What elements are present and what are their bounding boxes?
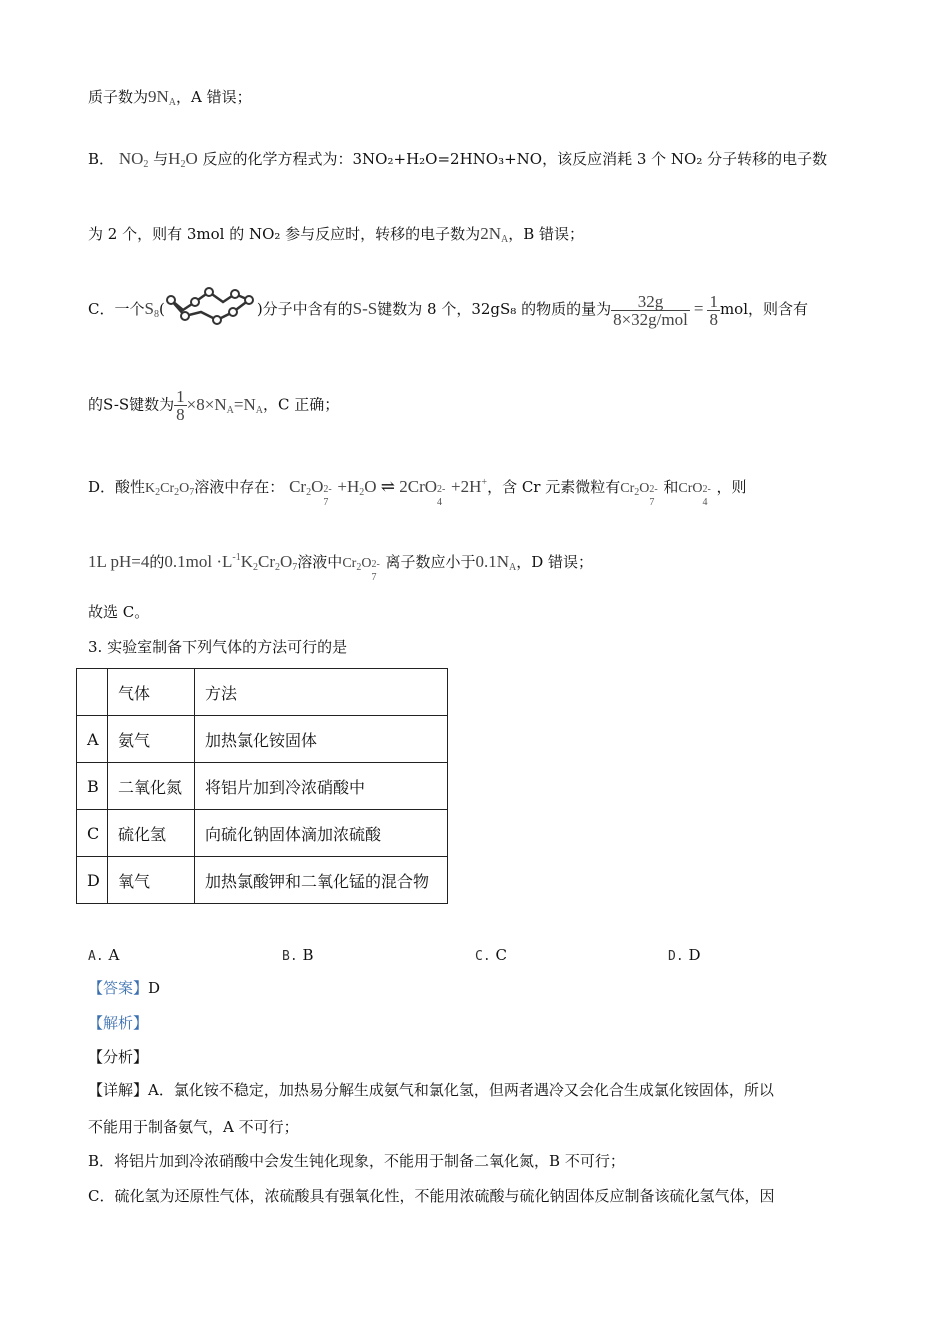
text-line-6: D．酸性$K_2Cr_2O_7$溶液中存在： Cr2O 2- 7 +H2O ⇌ 2CrO 2- 4 +2H+，含 Cr 元素微粒有$Cr_2O$ 2- 7 和CrO 2- 4 ，则 [88, 477, 747, 508]
table-header-row: 气体 方法 [77, 669, 448, 716]
choice-c[interactable]: C. C [475, 946, 507, 964]
table-row: C 硫化氢 向硫化钠固体滴加浓硫酸 [77, 810, 448, 857]
equilibrium-equation: Cr2O 2- 7 +H2O ⇌ 2CrO 2- 4 +2H+ [289, 477, 488, 508]
s8-ring-structure-icon [165, 286, 257, 326]
choice-d[interactable]: D. D [668, 946, 701, 964]
formula-h2o: H2O [168, 149, 198, 170]
text-line-1: 质子数为9NA，A 错误； [88, 87, 252, 108]
formula-cro4-ion: CrO 2- 4 [678, 481, 711, 508]
formula-cr2o7-ion: $Cr_2O$ 2- 7 [620, 481, 658, 508]
text-line-8: 故选 C。 [88, 603, 150, 621]
text-line-5: 的S-S键数为 $\frac{1}{8}$ ×8×NA=NA，C 正确； [88, 387, 340, 424]
fraction-1-8-b: $\frac{1}{8}$ [176, 387, 185, 424]
detail-line-1: 【详解】A．氯化铵不稳定，加热易分解生成氨气和氯化氢，但两者遇冷又会化合生成氯化铵固体，所以 [88, 1081, 774, 1099]
text-line-4: C．一个S8( )分子中含有的S-S键数为 8 个，32gS₈ 的物质的量为 $\frac{32g}{\text{8×32g/mol}}$ = $\frac{1}{8}$ mol，则含有 [88, 286, 808, 328]
choice-a[interactable]: A. A [88, 946, 120, 964]
formula-k2cr2o7: $K_2Cr_2O_7$ [145, 481, 195, 498]
text-line-3: 为 2 个，则有 3mol 的 NO₂ 参与反应时，转移的电子数为2NA，B 错误； [88, 224, 584, 245]
formula-9NA: 9NA [148, 87, 177, 108]
formula-0.1NA: 0.1NA [475, 552, 517, 573]
text-line-7: 1L pH=4的$0.1mol \cdot L^{-1}K2Cr2O7$溶液中$Cr_2O$ 2- 7 离子数应小于0.1NA，D 错误； [88, 552, 594, 583]
text-line-2: B． NO2 与H2O 反应的化学方程式为：3NO₂+H₂O=2HNO₃+NO，该反应消耗 3 个 NO₂ 分子转移的电子数 [88, 149, 828, 170]
options-table [76, 668, 448, 904]
answer-line [88, 981, 160, 996]
question-3-title: 3. 实验室制备下列气体的方法可行的是 [88, 638, 348, 656]
formula-8NA: ×8×NA=NA [186, 394, 263, 416]
formula-ph: 1L pH=4 [88, 552, 150, 571]
formula-s8: S8 [144, 299, 159, 320]
fenxi-tag: 【分析】 [88, 1048, 149, 1066]
fraction-32g: $\frac{32g}{\text{8×32g/mol}}$ [613, 291, 688, 329]
answer-tag: 【答案】 [88, 979, 149, 997]
detail-line-4: C．硫化氢为还原性气体，浓硫酸具有强氧化性，不能用浓硫酸与硫化钠固体反应制备该硫化氢气体，因 [88, 1187, 775, 1205]
formula-no2: NO2 [118, 149, 149, 170]
table-row: B 二氧化氮 将铝片加到冷浓硝酸中 [77, 763, 448, 810]
detail-tag: 【详解】 [88, 1081, 149, 1099]
answer-value: D [148, 979, 161, 997]
table-row: D 氧气 加热氯酸钾和二氧化锰的混合物 [77, 857, 448, 904]
analysis-tag: 【解析】 [88, 1014, 149, 1032]
detail-line-2: 不能用于制备氨气，A 不可行； [88, 1118, 299, 1136]
bond-ss: S-S [352, 299, 378, 318]
formula-2NA: 2NA [480, 224, 509, 245]
formula-concentration: $0.1mol \cdot L^{-1}K2Cr2O7$ [164, 552, 298, 573]
table-row: A 氨气 加热氯化铵固体 [77, 716, 448, 763]
fraction-1-8: $\frac{1}{8}$ [709, 291, 718, 329]
detail-line-3: B．将铝片加到冷浓硝酸中会发生钝化现象，不能用于制备二氧化氮，B 不可行； [88, 1152, 625, 1170]
formula-cr2o7-ion-b: $Cr_2O$ 2- 7 [342, 556, 380, 583]
choice-b[interactable]: B. B [282, 946, 314, 964]
